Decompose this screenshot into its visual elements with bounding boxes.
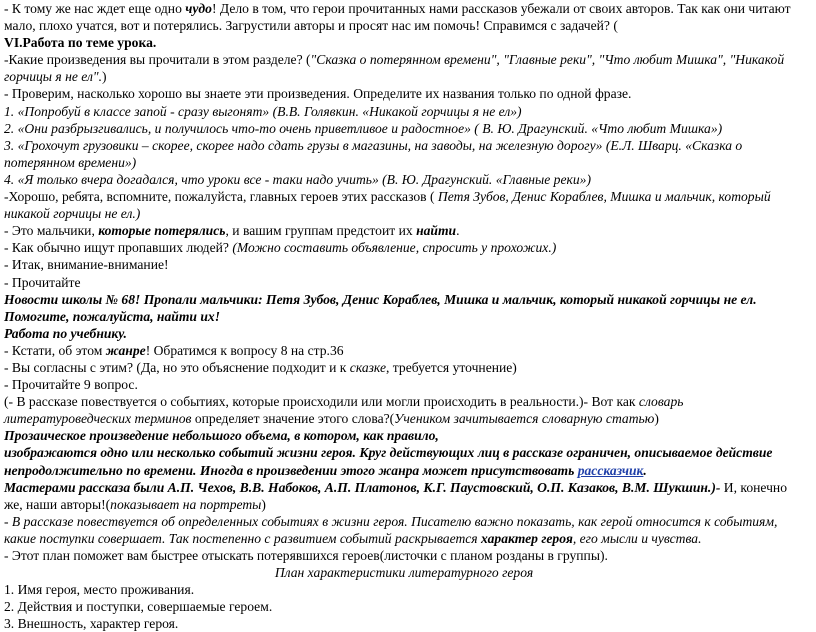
- paragraph-masters: [4, 479, 804, 513]
- plan-item-text: 2. Действия и поступки, совершаемые героем.: [4, 599, 273, 615]
- text-run: -Какие произведения вы прочитали в этом разделе? (: [4, 52, 311, 68]
- paragraph-search: [4, 239, 804, 256]
- narrator-link[interactable]: рассказчик: [577, 462, 644, 478]
- emphasis-find: найти: [416, 223, 457, 239]
- definition-text: Прозаическое произведение небольшого объема, в котором, как правило,: [4, 428, 439, 444]
- emphasis-genre: жанре: [105, 342, 146, 358]
- text-run: И, конечно же, наши авторы!(: [4, 479, 787, 512]
- quote-text: 4. «Я только вчера догадался, что уроки все - таки надо учить» (В. Ю. Драгунский. «Главные реки»): [4, 171, 591, 187]
- text-run: , и вашим группам предстоит их: [225, 223, 417, 239]
- paragraph-boys: [4, 222, 804, 239]
- text-run: - Это мальчики,: [4, 223, 99, 239]
- text-run: - Вы согласны с этим? (Да, но это объяснение подходит и к: [4, 359, 350, 375]
- emphasis-miracle: чудо: [185, 1, 212, 16]
- text-run: определяет значение этого слова?(: [191, 411, 395, 427]
- quote-text: 1. «Попробуй в классе запой - сразу выгонят» (В.В. Голявкин. «Никакой горчицы я не ел»): [4, 103, 522, 119]
- text-run: - К тому же нас ждет еще одно: [4, 1, 186, 16]
- paragraph-heroes: [4, 188, 804, 222]
- text-run: ): [261, 496, 266, 512]
- text-run: - Проверим, насколько хорошо вы знаете эти произведения. Определите их названия только по одной фразе.: [4, 86, 632, 102]
- paragraph-question-works: [4, 51, 804, 85]
- plan-item-2: [4, 598, 804, 615]
- plan-title: [4, 564, 804, 581]
- plan-title-text: План характеристики литературного героя: [274, 565, 534, 581]
- text-run: - Этот план поможет вам быстрее отыскать потерявшихся героев(листочки с планом розданы в группы).: [4, 548, 608, 563]
- definition-line-2: [4, 444, 804, 478]
- explanation-text: - В рассказе повествуется об определенных событиях в жизни героя. Писателю важно показать, как герой относится к событиям, какие поступки совершает. Так постепенно с развитием событий раскрывается: [4, 513, 778, 546]
- answer-text: (Можно составить объявление, спросить у прохожих.): [232, 240, 557, 256]
- paragraph-intro: [4, 0, 804, 34]
- teacher-note: Учеником зачитывается словарную статью: [394, 411, 655, 427]
- plan-item-3: [4, 615, 804, 632]
- text-run: , требуется уточнение): [386, 359, 517, 375]
- quote-item-1: [4, 103, 804, 120]
- text-run: - Кстати, об этом: [4, 342, 106, 358]
- heroes-list: Петя Зубов, Денис Кораблев, Мишка и мальчик, который никакой горчицы не ел.): [4, 189, 771, 222]
- paragraph-definition-intro: [4, 393, 804, 427]
- plan-item-text: 3. Внешность, характер героя.: [4, 616, 179, 632]
- paragraph-read: [4, 274, 804, 291]
- section-heading: [4, 34, 804, 51]
- works-list: "Сказка о потерянном времени", "Главные реки", "Что любит Мишка", "Никакой горчицы я не ел".: [4, 52, 785, 85]
- text-run: - Прочитайте: [4, 274, 81, 290]
- definition-line-1: [4, 427, 804, 444]
- paragraph-agree: [4, 359, 804, 376]
- text-run: ! Дело в том, что герои прочитанных нами рассказов убежали от своих авторов. Так как они читают мало, плохо учатся, вот и потерялись. Загрустили авторы и просят нас им помочь! Справимся с задачей? (: [4, 1, 791, 34]
- paragraph-check: [4, 85, 804, 102]
- text-run: ! Обратимся к вопросу 8 на стр.36: [145, 342, 344, 358]
- paragraph-genre: [4, 342, 804, 359]
- announcement-text: Новости школы № 68! Пропали мальчики: Петя Зубов, Денис Кораблев, Мишка и мальчик, который никакой горчицы не ел. Помогите, пожалуйста, найти их!: [4, 291, 757, 324]
- definition-text: изображаются одно или несколько событий жизни героя. Круг действующих лиц в рассказе ограничен, описываемое действие непродолжительно по времени. Иногда в произведении этого жанра может присутствовать: [4, 445, 773, 478]
- dictionary-name: словарь литературоведческих терминов: [4, 394, 684, 427]
- plan-item-text: 1. Имя героя, место проживания.: [4, 582, 195, 598]
- emphasis-character: характер героя: [481, 530, 573, 546]
- emphasis-lost: которые потерялись: [98, 223, 226, 239]
- teacher-note: показывает на портреты: [110, 496, 262, 512]
- quote-text: 3. «Грохочут грузовики – скорее, скорее надо сдать грузы в магазины, на заводы, на железную дорогу» (Е.Л. Шварц. «Сказка о потерянном времени»): [4, 137, 743, 170]
- text-run: - Прочитайте 9 вопрос.: [4, 377, 138, 393]
- paragraph-question-9: [4, 376, 804, 393]
- text-run: -Хорошо, ребята, вспомните, пожалуйста, главных героев этих рассказов (: [4, 189, 438, 205]
- quote-item-2: [4, 120, 804, 137]
- definition-text: .: [643, 462, 647, 478]
- heading-text: Работа по учебнику.: [4, 325, 127, 341]
- paragraph-attention: [4, 256, 804, 273]
- text-run: ): [654, 411, 659, 427]
- quote-item-3: [4, 137, 804, 171]
- announcement: [4, 291, 804, 325]
- paragraph-story-explained: [4, 513, 804, 547]
- text-run: - Итак, внимание-внимание!: [4, 257, 169, 273]
- quote-item-4: [4, 171, 804, 188]
- plan-item-1: [4, 581, 804, 598]
- paragraph-plan-intro: [4, 547, 804, 564]
- emphasis-fairy-tale: сказке: [349, 359, 386, 375]
- quote-text: 2. «Они разбрызгивались, и получилось что-то очень приветливое и радостное» ( В. Ю. Драгунский. «Что любит Мишка»): [4, 120, 723, 136]
- masters-text: Мастерами рассказа были А.П. Чехов, В.В. Набоков, А.П. Платонов, К.Г. Паустовский, О.П. Казаков, В.М. Шукшин.)-: [4, 479, 721, 495]
- text-run: .: [456, 223, 460, 239]
- explanation-text: , его мысли и чувства.: [572, 530, 702, 546]
- textbook-heading: [4, 325, 804, 342]
- text-run: - Как обычно ищут пропавших людей?: [4, 240, 233, 256]
- heading-text: VI.Работа по теме урока.: [4, 35, 157, 51]
- text-run: ): [102, 69, 107, 85]
- text-run: (- В рассказе повествуется о событиях, которые происходили или могли происходить в реальности.)- Вот как: [4, 394, 639, 410]
